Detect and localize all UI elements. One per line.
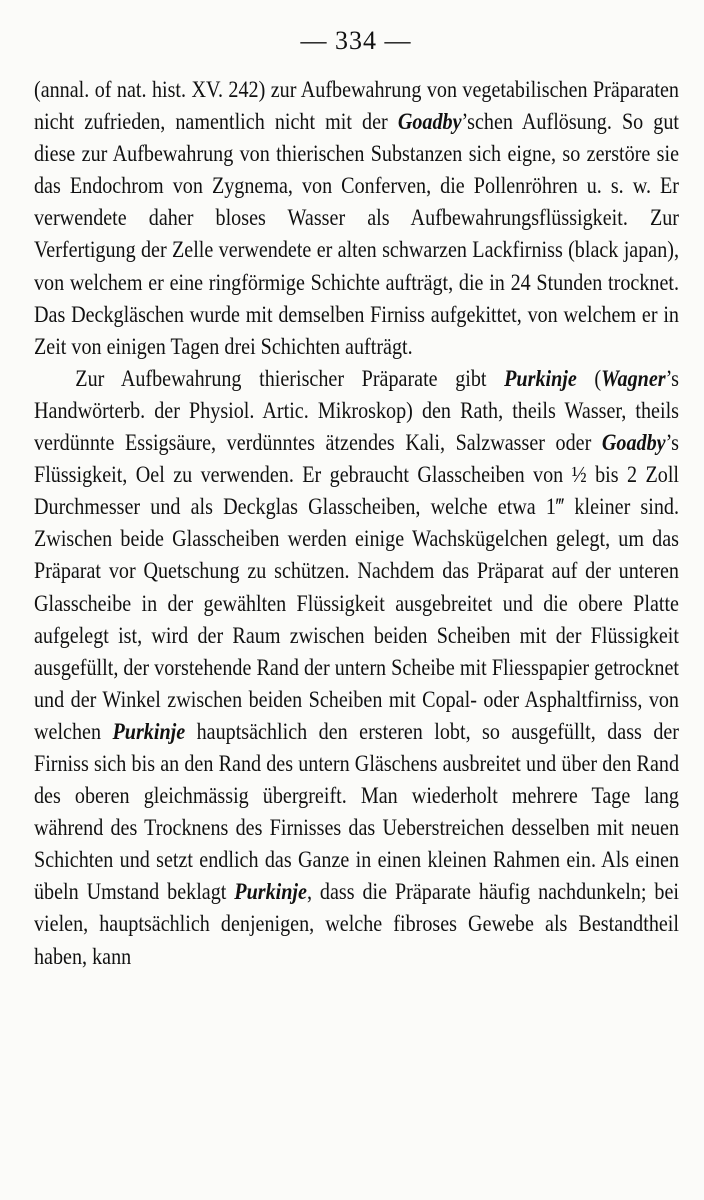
text-run: ’schen Auflösung. So gut diese zur Aufbewahrung von thierischen Substanzen sich eigne, so zerstöre sie das Endochrom von Zygnema, von Conferven, die Pollenröhren u. s. w. Er verwendete daher bloses Wasser als Aufbewahrungsflüssigkeit. Zur Verfertigung der Zelle verwendete er alten schwarzen Lackfirniss (black japan), von welchem er eine ringförmige Schichte aufträgt, die in 24 Stunden trocknet. Das Deckgläschen wurde mit demselben Firniss aufgekittet, von welchem er in Zeit von einigen Tagen drei Schichten aufträgt. — [34, 109, 679, 360]
emphasis-name: Purkinje — [504, 365, 577, 392]
text-run: ’s Handwörterb. der Physiol. Artic. Mikroskop) den Rath, theils Wasser, theils verdünnte Essigsäure, verdünntes ätzendes Kali, Salzwasser oder — [34, 365, 680, 457]
text-run: Zur Aufbewahrung thierischer Präparate gibt — [75, 365, 505, 392]
page-body — [34, 74, 679, 973]
text-run: (annal. of nat. hist. XV. 242) zur Aufbewahrung von vegetabilischen Präparaten nicht zufrieden, namentlich nicht mit der — [34, 77, 679, 136]
emphasis-name: Purkinje — [112, 718, 186, 745]
text-run: ’s Flüssigkeit, Oel zu verwenden. Er gebraucht Glasscheiben von ½ bis 2 Zoll Durchmesser und als Deckglas Glasscheiben, welche etwa 1‴ kleiner sind. Zwischen beide Glasscheiben werden einige Wachskügelchen gelegt, um das Präparat vor Quetschung zu schützen. Nachdem das Präparat auf der unteren Glasscheibe in der gewählten Flüssigkeit ausgebreitet und die obere Platte aufgelegt ist, wird der Raum zwischen beiden Scheiben mit der Flüssigkeit ausgefüllt, der vorstehende Rand der untern Scheibe mit Fliesspapier getrocknet und der Winkel zwischen beiden Scheiben mit Copal- oder Asphaltfirniss, von welchen — [34, 430, 679, 745]
paragraph-1 — [34, 74, 679, 363]
paragraph-2 — [34, 363, 679, 973]
text-run: , dass die Präparate häufig nachdunkeln; bei vielen, hauptsächlich denjenigen, welche fibroses Gewebe als Bestandtheil haben, kann — [34, 879, 679, 970]
text-run: hauptsächlich den ersteren lobt, so ausgefüllt, dass der Firniss sich bis an den Rand des untern Gläschens ausbreitet und über den Rand des oberen gleichmässig übergreift. Man wiederholt mehrere Tage lang während des Trocknens des Firnisses das Ueberstreichen desselben mit neuen Schichten und setzt endlich das Ganze in einen kleinen Rahmen ein. Als einen übeln Umstand beklagt — [34, 718, 680, 906]
text-run: ( — [576, 365, 602, 392]
emphasis-name: Purkinje — [234, 879, 307, 906]
emphasis-name: Goadby — [397, 109, 462, 136]
emphasis-name: Goadby — [601, 430, 666, 457]
emphasis-name: Wagner — [601, 365, 666, 392]
page-number: — 334 — — [300, 26, 412, 55]
